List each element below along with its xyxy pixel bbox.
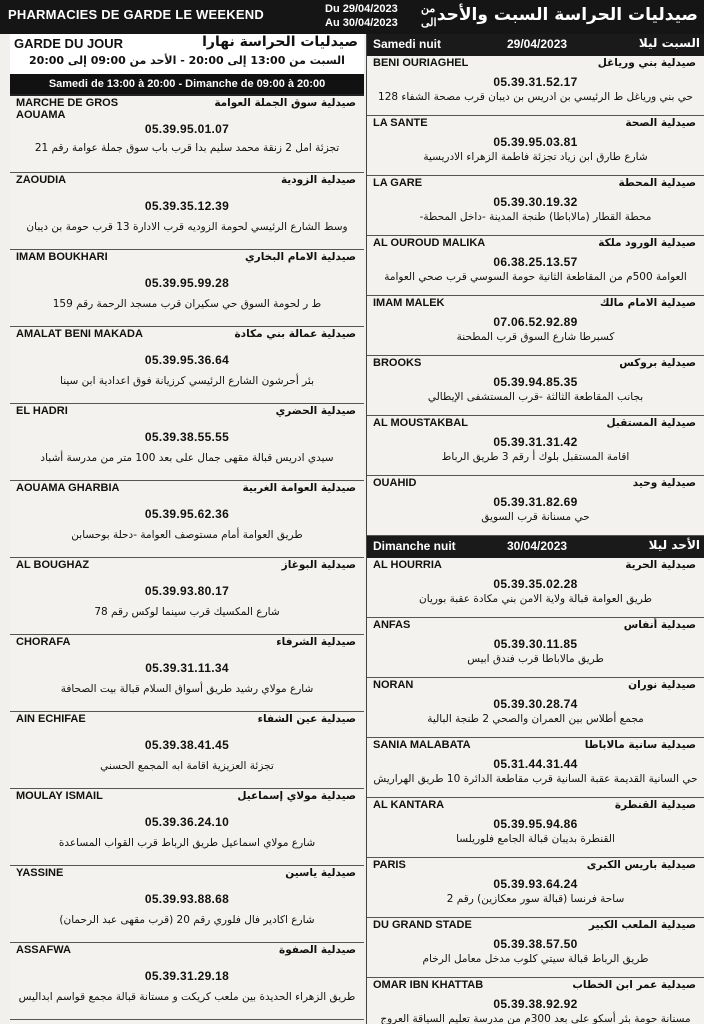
- pharmacy-name-fr: IMAM MALEK: [373, 297, 445, 309]
- pharmacy-phone: 05.39.35.02.28: [493, 577, 578, 591]
- pharmacy-address: حي بني ورياغل ط الرئيسي بن ادريس بن ديبان قرب مصحة الشفاء 128: [378, 91, 693, 103]
- pharmacy-name-ar: صيدلية سانية مالاباطا: [584, 739, 696, 751]
- pharmacy-entry: [10, 635, 364, 712]
- pharmacy-name-ar: صيدلية بني ورياغل: [597, 57, 696, 69]
- pharmacy-name-fr: AL BOUGHAZ: [16, 559, 90, 571]
- pharmacy-entry: [367, 236, 704, 296]
- pharmacy-entry: [367, 416, 704, 476]
- saturday-night-date: 29/04/2023: [507, 37, 568, 51]
- page-title-ar: صيدليات الحراسة السبت والأحد: [436, 5, 698, 25]
- pharmacy-name-ar: صيدلية الصحة: [625, 117, 696, 129]
- pharmacy-phone: 05.39.94.85.35: [493, 375, 578, 389]
- pharmacy-name-ar: صيدلية سوق الجملة العوامة: [214, 97, 356, 109]
- pharmacy-name-fr: ANFAS: [373, 619, 411, 631]
- pharmacy-name-fr: MOULAY ISMAIL: [16, 790, 103, 802]
- pharmacy-entry: [367, 356, 704, 416]
- pharmacy-name-fr: AL MOUSTAKBAL: [373, 417, 468, 429]
- pharmacy-name-fr: LA SANTE: [373, 117, 428, 129]
- pharmacy-name-ar: صيدلية الحضري: [275, 405, 356, 417]
- pharmacy-phone: 05.39.93.64.24: [493, 877, 578, 891]
- pharmacy-name-fr: YASSINE: [16, 867, 64, 879]
- pharmacy-phone: 05.39.93.88.68: [144, 892, 230, 906]
- garde-du-jour-title-ar: صيدليات الحراسة نهارا: [202, 34, 358, 50]
- page-title-fr: PHARMACIES DE GARDE LE WEEKEND: [8, 7, 264, 22]
- pharmacy-name-ar: صيدلية نوران: [628, 679, 696, 691]
- pharmacy-name-fr: AL KANTARA: [373, 799, 445, 811]
- pharmacy-name-fr: OMAR IBN KHATTAB: [373, 979, 484, 991]
- pharmacy-name-ar: صيدلية عمر ابن الخطاب: [572, 979, 696, 991]
- pharmacy-name-ar: صيدلية الامام البخاري: [245, 251, 356, 263]
- saturday-night-header: [367, 34, 704, 56]
- pharmacy-phone: 05.39.95.99.28: [144, 276, 230, 290]
- pharmacy-name-ar: صيدلية الملعب الكبير: [588, 919, 696, 931]
- pharmacy-phone: 05.39.93.80.17: [144, 584, 230, 598]
- pharmacy-address: شارع اكادير فال فلوري رقم 20 (قرب مقهى عبد الرحمان): [59, 914, 315, 926]
- pharmacy-phone: 05.39.38.41.45: [144, 738, 230, 752]
- garde-hours-fr: Samedi de 13:00 à 20:00 - Dimanche de 09:00 à 20:00: [10, 74, 364, 94]
- pharmacy-name-ar: صيدلية البوغاز: [281, 559, 356, 571]
- pharmacy-name-fr: ZAOUDIA: [16, 174, 67, 186]
- pharmacy-name-fr: AMALAT BENI MAKADA: [16, 328, 143, 340]
- pharmacy-name-ar: صيدلية الشرفاء: [276, 636, 356, 648]
- pharmacy-entry: [367, 918, 704, 978]
- pharmacy-address: شارع طارق ابن زياد تجزئة فاطمة الزهراء الادريسية: [423, 151, 648, 163]
- pharmacy-name-ar: صيدلية ياسين: [285, 867, 356, 879]
- pharmacy-name-fr: MARCHE DE GROS: [16, 97, 119, 109]
- pharmacy-name-ar: صيدلية القنطرة: [614, 799, 696, 811]
- pharmacy-name-fr: CHORAFA: [16, 636, 71, 648]
- sunday-night-date: 30/04/2023: [507, 539, 568, 553]
- pharmacy-name-ar: صيدلية بروكس: [619, 357, 696, 369]
- pharmacy-name-ar: صيدلية عمالة بني مكادة: [234, 328, 356, 340]
- pharmacy-entry: [10, 481, 364, 558]
- pharmacy-address: شارع مولاي اسماعيل طريق الرباط قرب القواب المساعدة: [58, 837, 316, 849]
- pharmacy-name-fr: LA GARE: [373, 177, 423, 189]
- pharmacy-address: مسنانة حومة بئر أسكو على بعد 300م من مدرسة تعليم السياقة العروج: [380, 1013, 691, 1024]
- day-pharmacies-column: [10, 34, 364, 1024]
- pharmacy-name-fr: EL HADRI: [16, 405, 68, 417]
- pharmacy-name-fr: AL HOURRIA: [373, 559, 442, 571]
- pharmacy-phone: 05.39.30.19.32: [493, 195, 578, 209]
- date-from: Du 29/04/2023: [325, 3, 398, 15]
- pharmacy-name-fr: PARIS: [373, 859, 406, 871]
- pharmacy-entry: [367, 476, 704, 536]
- date-to-ar: الى: [421, 17, 437, 29]
- pharmacy-address: طريق العوامة أمام مستوصف العوامة -دحلة بوحسابن: [71, 529, 303, 541]
- pharmacy-entry: [10, 96, 364, 173]
- pharmacy-phone: 05.39.95.36.64: [144, 353, 230, 367]
- pharmacy-phone: 05.39.95.94.86: [493, 817, 578, 831]
- pharmacy-phone: 05.31.44.31.44: [493, 757, 578, 771]
- pharmacy-phone: 05.39.38.92.92: [493, 997, 578, 1011]
- pharmacy-address: شارع مولاي رشيد طريق أسواق السلام قبالة بيت الصحافة: [60, 683, 314, 695]
- pharmacy-address: بجانب المقاطعة الثالثة -قرب المستشفى الإيطالي: [427, 391, 644, 403]
- pharmacy-entry: [367, 176, 704, 236]
- pharmacy-entry: [10, 250, 364, 327]
- pharmacy-phone: 07.06.52.92.89: [493, 315, 578, 329]
- garde-du-jour-header: [10, 34, 364, 96]
- sunday-night-label-ar: الأحد ليلا: [648, 538, 700, 552]
- pharmacy-phone: 05.39.38.57.50: [493, 937, 578, 951]
- pharmacy-name-fr: OUAHID: [373, 477, 417, 489]
- pharmacy-address: كسبرطا شارع السوق قرب المطحنة: [456, 331, 615, 343]
- pharmacy-name-fr: AOUAMA GHARBIA: [16, 482, 120, 494]
- night-pharmacies-column: [366, 34, 704, 1024]
- pharmacy-address: ط ر لحومة السوق حي سكيران قرب مسجد الرحمة رقم 159: [52, 298, 322, 310]
- pharmacy-phone: 05.39.31.52.17: [493, 75, 578, 89]
- pharmacy-address: بئر أحرشون الشارع الرئيسي كرزيانة فوق اعدادية ابن سينا: [60, 375, 314, 387]
- pharmacy-name-ar: صيدلية المحطة: [618, 177, 696, 189]
- pharmacy-entry: [367, 678, 704, 738]
- pharmacy-phone: 05.39.95.03.81: [493, 135, 578, 149]
- pharmacy-entry: [10, 404, 364, 481]
- pharmacy-name-ar: صيدلية المستقبل: [606, 417, 696, 429]
- pharmacy-entry: [367, 978, 704, 1024]
- pharmacy-phone: 05.39.35.12.39: [144, 199, 230, 213]
- pharmacy-address: حي السانية القديمة عقبة السانية قرب مقاطعة الدائرة 10 طريق الهراريش: [373, 773, 698, 785]
- pharmacy-address: تجزئة امل 2 زنقة محمد سليم بدا قرب باب سوق جملة عوامة رقم 21: [34, 142, 340, 154]
- pharmacy-name-fr: AL OUROUD MALIKA: [373, 237, 486, 249]
- pharmacy-entry: [367, 618, 704, 678]
- pharmacy-phone: 05.39.36.24.10: [144, 815, 230, 829]
- pharmacy-address: تجزئة العزيزية اقامة ابه المجمع الحسني: [100, 760, 274, 772]
- pharmacy-entry: [10, 558, 364, 635]
- pharmacy-name-fr: NORAN: [373, 679, 414, 691]
- pharmacy-phone: 05.39.30.11.85: [493, 637, 578, 651]
- pharmacy-phone: 05.39.31.11.34: [145, 661, 229, 675]
- pharmacy-entry: [367, 296, 704, 356]
- pharmacy-entry: [10, 943, 364, 1020]
- pharmacy-phone: 06.38.25.13.57: [493, 255, 578, 269]
- pharmacy-phone: 05.39.31.29.18: [144, 969, 230, 983]
- pharmacy-name-ar: صيدلية الامام مالك: [599, 297, 696, 309]
- pharmacy-name-ar: صيدلية الحرية: [625, 559, 696, 571]
- pharmacy-phone: 05.39.31.82.69: [493, 495, 578, 509]
- pharmacy-entry: [367, 798, 704, 858]
- pharmacy-name-fr: ASSAFWA: [16, 944, 71, 956]
- pharmacy-entry: [10, 327, 364, 404]
- pharmacy-address: محطة القطار (مالاباطا) طنجة المدينة -داخل المحطة-: [419, 211, 652, 223]
- saturday-night-label: Samedi nuit: [373, 37, 442, 51]
- pharmacy-name-ar: صيدلية أنفاس: [623, 619, 696, 631]
- pharmacy-address: طريق العوامة قبالة ولاية الامن بني مكادة عقبة بوريان: [419, 593, 652, 605]
- pharmacy-name-fr: BENI OURIAGHEL: [373, 57, 469, 69]
- pharmacy-entry: [10, 866, 364, 943]
- pharmacy-address: طريق الزهراء الحديدة بين ملعب كريكت و مستانة قبالة مجمع قواسم ابداليس: [18, 991, 356, 1003]
- pharmacy-name-ar: صيدلية مولاي إسماعيل: [237, 790, 356, 802]
- pharmacy-address: شارع المكسيك قرب سينما لوكس رقم 78: [94, 606, 280, 618]
- pharmacy-name-ar: صيدلية الزودية: [280, 174, 356, 186]
- pharmacy-address: سيدي ادريس قبالة مقهى جمال على بعد 100 متر من مدرسة أشباد: [40, 452, 334, 464]
- pharmacy-address: مجمع أطلاس بين العمران والصحي 2 طنجة البالية: [427, 713, 644, 725]
- pharmacy-entry: [367, 56, 704, 116]
- header-bar: [0, 0, 704, 34]
- pharmacy-phone: 05.39.95.01.07: [144, 122, 230, 136]
- pharmacy-name-fr-line2: AOUAMA: [16, 109, 66, 121]
- pharmacy-name-fr: AIN ECHIFAE: [16, 713, 86, 725]
- pharmacy-name-fr: SANIA MALABATA: [373, 739, 471, 751]
- sunday-night-header: [367, 536, 704, 558]
- pharmacy-address: ساحة فرنسا (قبالة سور معكازين) رقم 2: [446, 893, 625, 905]
- pharmacy-entry: [10, 173, 364, 250]
- pharmacy-phone: 05.39.31.31.42: [493, 435, 578, 449]
- date-to: Au 30/04/2023: [325, 17, 398, 29]
- pharmacy-name-ar: صيدلية الصفوة: [279, 944, 356, 956]
- pharmacy-address: القنطرة بديبان قبالة الجامع فلوريلسا: [456, 833, 615, 845]
- pharmacy-name-ar: صيدلية باريس الكبرى: [586, 859, 696, 871]
- pharmacy-phone: 05.39.30.28.74: [493, 697, 578, 711]
- saturday-night-label-ar: السبت ليلا: [638, 36, 700, 50]
- sunday-night-label: Dimanche nuit: [373, 539, 456, 553]
- pharmacy-name-ar: صيدلية العوامة الغربية: [242, 482, 356, 494]
- garde-du-jour-title: GARDE DU JOUR: [14, 36, 124, 51]
- pharmacy-entry: [367, 738, 704, 798]
- pharmacy-entry: [367, 116, 704, 176]
- pharmacy-name-fr: DU GRAND STADE: [373, 919, 472, 931]
- pharmacy-name-ar: صيدلية وحيد: [632, 477, 696, 489]
- pharmacy-phone: 05.39.95.62.36: [144, 507, 230, 521]
- pharmacy-entry: [367, 558, 704, 618]
- pharmacy-entry: [10, 712, 364, 789]
- pharmacy-entry: [367, 858, 704, 918]
- pharmacy-address: العوامة 500م من المقاطعة الثانية حومة السوسي قرب صحي العوامة: [384, 271, 687, 283]
- pharmacy-phone: 05.39.38.55.55: [144, 430, 230, 444]
- pharmacy-name-ar: صيدلية عين الشفاء: [257, 713, 356, 725]
- garde-hours-ar: السبت من 13:00 إلى 20:00 - الأحد من 09:00 إلى 20:00: [29, 54, 345, 67]
- pharmacy-entry: [10, 789, 364, 866]
- pharmacy-name-fr: BROOKS: [373, 357, 422, 369]
- pharmacy-name-fr: IMAM BOUKHARI: [16, 251, 108, 263]
- pharmacy-name-ar: صيدلية الورود ملكة: [598, 237, 696, 249]
- pharmacy-address: حي مسنانة قرب السويق: [481, 511, 590, 523]
- pharmacy-address: طريق الرباط قبالة سيتي كلوب مدخل معامل الرخام: [422, 953, 649, 965]
- pharmacy-address: اقامة المستقبل بلوك أ رقم 3 طريق الرباط: [441, 451, 630, 463]
- pharmacy-address: طريق مالاباطا قرب فندق ابيس: [467, 653, 604, 665]
- pharmacy-address: وسط الشارع الرئيسي لحومة الزوديه قرب الادارة 13 قرب حومة بن ديبان: [26, 221, 348, 233]
- date-range: [325, 2, 437, 30]
- date-from-ar: من: [421, 3, 436, 15]
